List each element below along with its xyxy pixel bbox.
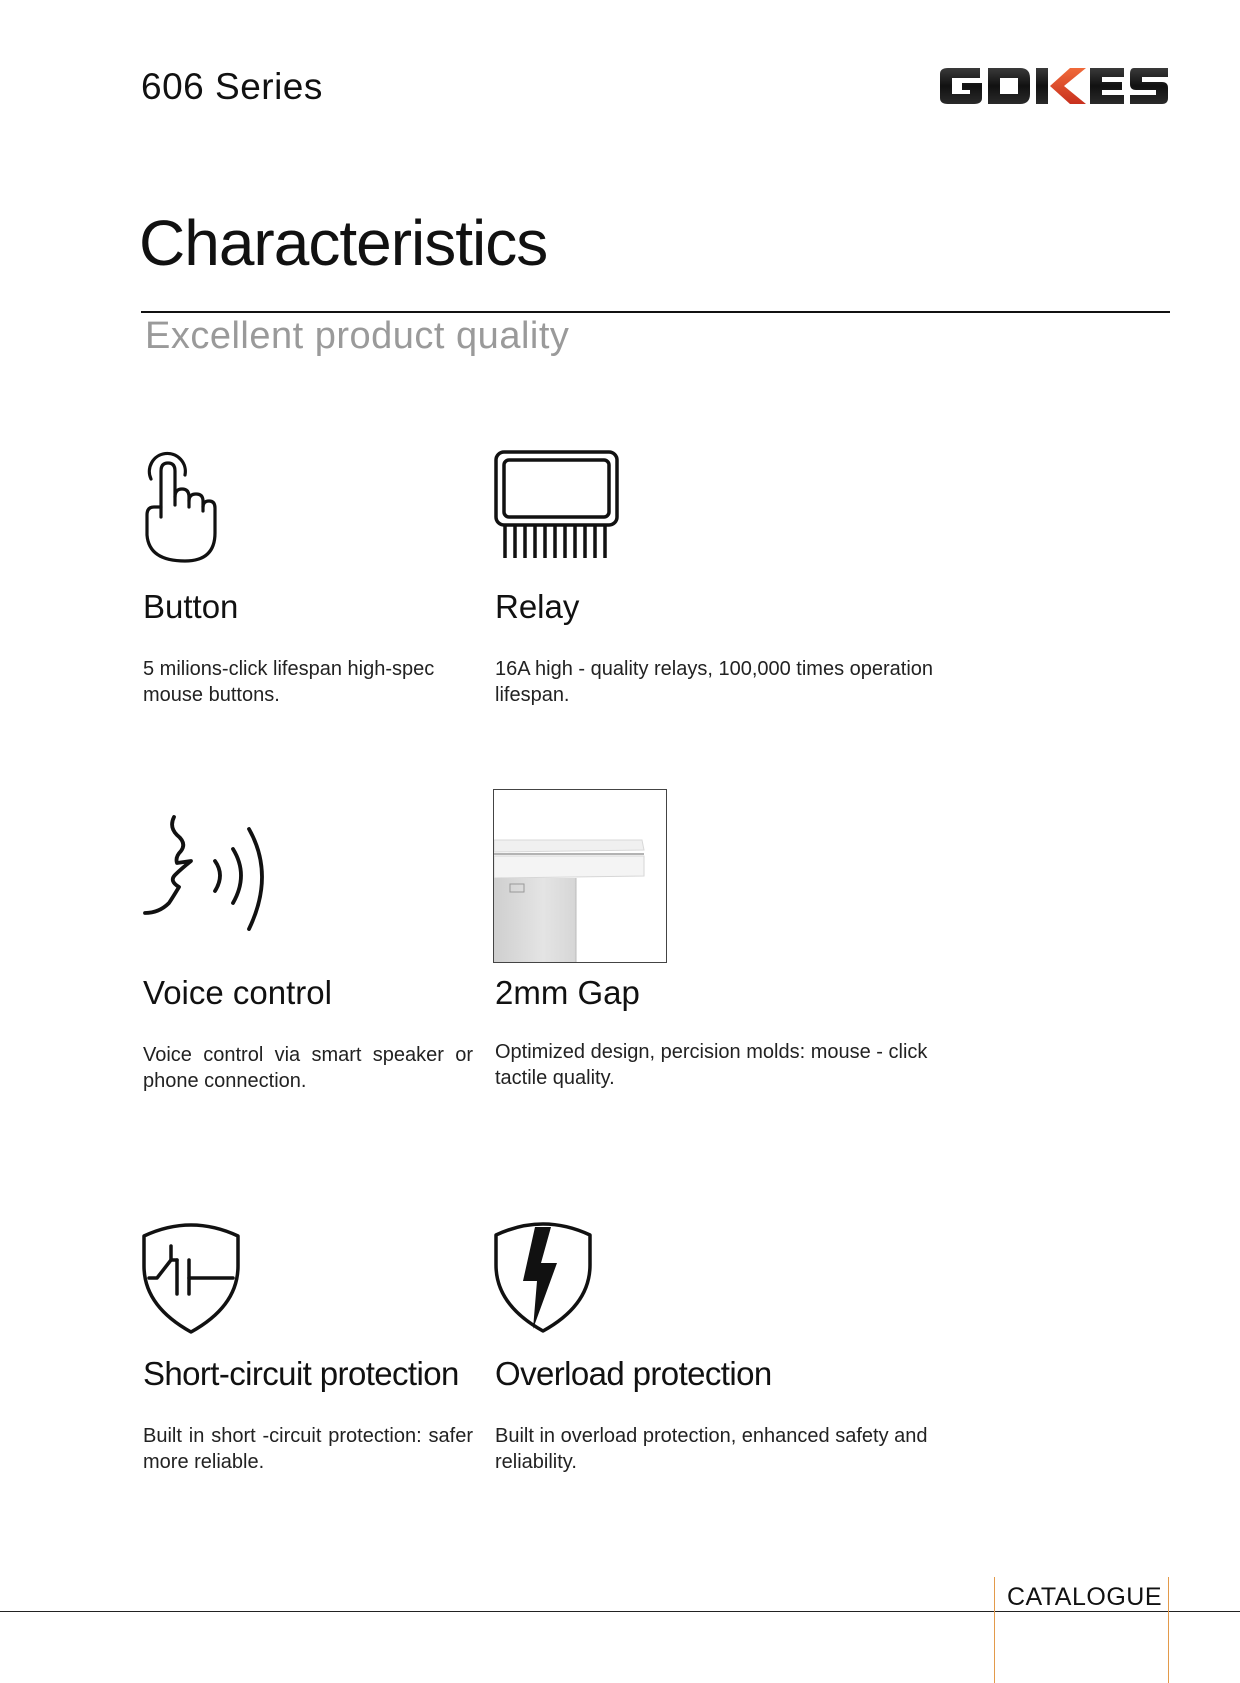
feature-description: Built in short -circuit protection: safer more reliable. [143, 1425, 473, 1473]
feature-description: 5 milions-click lifespan high-spec mouse buttons. [143, 658, 435, 706]
feature-title: Button [143, 588, 239, 625]
series-title: 606 Series [141, 66, 323, 107]
feature-description: Built in overload protection, enhanced safety and reliability. [495, 1425, 928, 1473]
shield-circuit-icon [141, 1220, 241, 1336]
feature-title: Voice control [143, 974, 332, 1011]
feature-description: Optimized design, percision molds: mouse - click tactile quality. [495, 1041, 928, 1089]
page-title: Characteristics [139, 207, 548, 279]
footer-accent-line-left [994, 1577, 995, 1683]
footer-label: CATALOGUE [1007, 1583, 1162, 1611]
pointing-hand-icon [141, 445, 221, 565]
feature-title: Relay [495, 588, 580, 625]
gap-photo [493, 789, 667, 963]
feature-title: 2mm Gap [495, 974, 640, 1011]
feature-title: Short-circuit protection [143, 1355, 459, 1392]
brand-logo [938, 66, 1170, 106]
feature-description: 16A high - quality relays, 100,000 times operation lifespan. [495, 658, 934, 706]
footer-accent-line-right [1168, 1577, 1169, 1683]
feature-title: Overload protection [495, 1355, 772, 1392]
title-divider [141, 311, 1170, 313]
relay-chip-icon [493, 449, 621, 561]
shield-lightning-icon [493, 1219, 593, 1335]
page-subtitle: Excellent product quality [145, 315, 570, 357]
feature-description: Voice control via smart speaker or phone connection. [143, 1044, 473, 1092]
voice-wave-icon [141, 813, 281, 943]
